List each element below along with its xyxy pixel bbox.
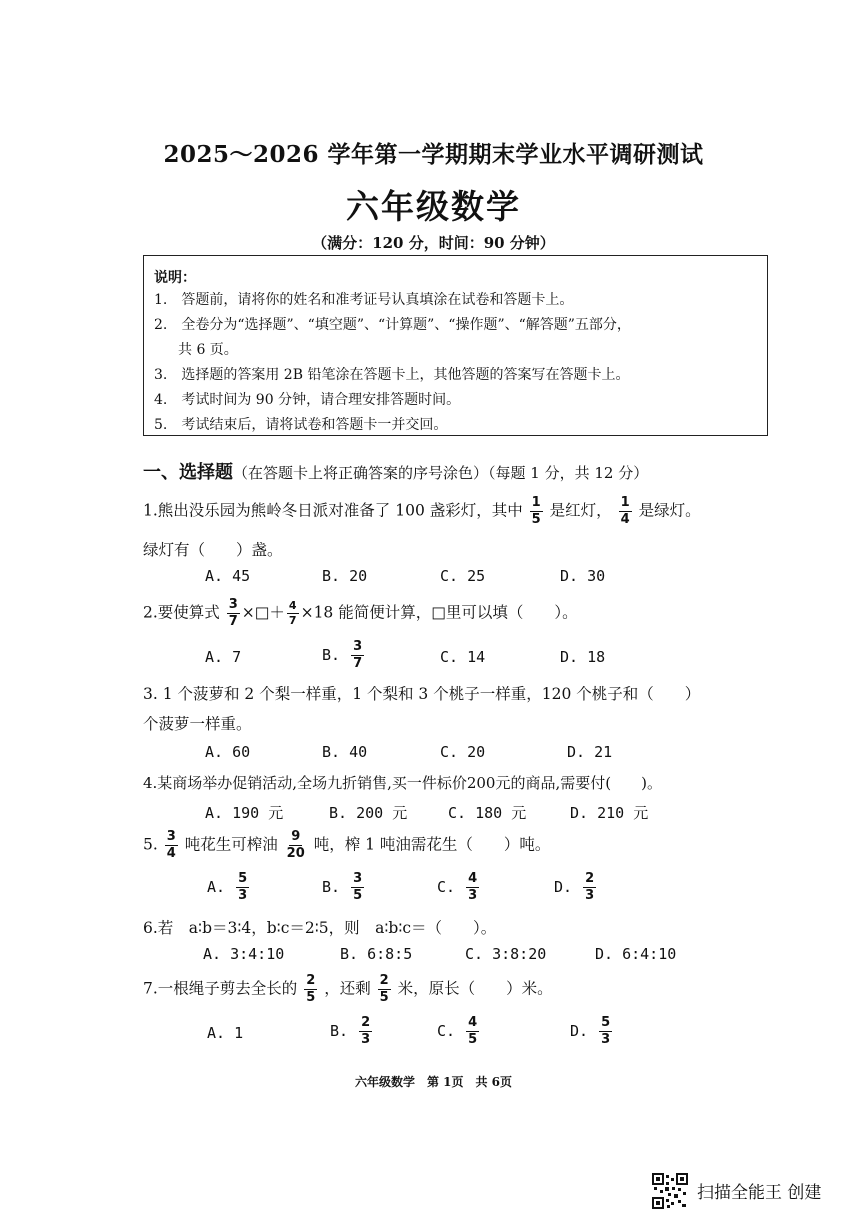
fraction: $\frac{3}{7}$ [228, 597, 238, 629]
q7-option-c: C. $\frac{4}{5}$ [437, 1015, 478, 1047]
q3-option-b: B. 40 [322, 743, 368, 761]
q3-option-a: A. 60 [205, 743, 251, 761]
q5-text: 吨花生可榨油 [184, 835, 278, 854]
q7-option-b: B. $\frac{2}{3}$ [330, 1015, 371, 1047]
q6-option-d: D. 6:4:10 [595, 945, 677, 963]
q5-text: 5. [143, 835, 158, 854]
q2-option-c: C. 14 [440, 648, 486, 666]
q6-option-c: C. 3:8:20 [465, 945, 547, 963]
question-3: 3. 1 个菠萝和 2 个梨一样重，1 个梨和 3 个桃子一样重，120 个桃子和（ ） [143, 685, 701, 703]
question-7 [143, 974, 553, 1005]
section-note: （在答题卡上将正确答案的序号涂色）（每题 1 分，共 12 分） [233, 464, 649, 482]
q6-option-b: B. 6:8:5 [340, 945, 413, 963]
q7-option-a: A. 1 [207, 1024, 244, 1042]
question-1 [143, 496, 701, 527]
q2-text: ×□＋ [241, 603, 285, 622]
fraction: $\frac{9}{20}$ [286, 829, 305, 861]
section-title: 一、选择题 [143, 462, 233, 483]
q5-option-a: A. $\frac{5}{3}$ [207, 871, 248, 903]
fraction: $\frac{4}{5}$ [468, 1015, 478, 1047]
q2-text: ×18 能简便计算，□里可以填（ ）。 [300, 603, 578, 622]
fraction: $\frac{2}{5}$ [306, 973, 316, 1005]
q7-text: 7.一根绳子剪去全长的 [143, 979, 298, 998]
q1-line2: 绿灯有（ ）盏。 [143, 541, 283, 559]
fraction: $\frac{1}{4}$ [620, 495, 630, 527]
q4-option-a: A. 190 元 [205, 804, 284, 822]
q1-option-d: D. 30 [560, 567, 606, 585]
q3-line2: 个菠萝一样重。 [143, 715, 252, 733]
q5-option-b: B. $\frac{3}{5}$ [322, 871, 363, 903]
score-time-info: （满分：120 分，时间：90 分钟） [312, 234, 555, 252]
question-2 [143, 598, 578, 629]
q1-text: 是绿灯。 [638, 501, 701, 520]
instruction-item: 共 6 页。 [178, 342, 238, 358]
q5-option-c: C. $\frac{4}{3}$ [437, 871, 478, 903]
q2-option-d: D. 18 [560, 648, 606, 666]
subject-title: 六年级数学 [346, 187, 521, 226]
exam-title: 2025～2026 学年第一学期期末学业水平调研测试 [163, 141, 704, 168]
section-heading [143, 458, 648, 484]
instructions-box [143, 255, 768, 436]
q6-option-a: A. 3:4:10 [203, 945, 285, 963]
q1-option-b: B. 20 [322, 567, 368, 585]
q1-text: 是红灯， [549, 501, 612, 520]
fraction: $\frac{2}{3}$ [585, 871, 595, 903]
fraction: $\frac{4}{3}$ [468, 871, 478, 903]
fraction: $\frac{5}{3}$ [601, 1015, 611, 1047]
q4-option-b: B. 200 元 [329, 804, 408, 822]
question-5 [143, 830, 550, 861]
instruction-item: 5. 考试结束后，请将试卷和答题卡一并交回。 [154, 417, 448, 433]
q7-text: ，还剩 [324, 979, 371, 998]
fraction: $\frac{3}{7}$ [353, 639, 363, 671]
scanner-watermark: 扫描全能王 创建 [697, 1183, 822, 1203]
fraction: $\frac{2}{5}$ [379, 973, 389, 1005]
q1-option-a: A. 45 [205, 567, 251, 585]
q2-option-b: B. $\frac{3}{7}$ [322, 639, 363, 671]
question-6: 6.若 a∶b＝3∶4，b∶c＝2∶5，则 a∶b∶c＝（ ）。 [143, 919, 497, 937]
q5-option-d: D. $\frac{2}{3}$ [554, 871, 595, 903]
instruction-item: 3. 选择题的答案用 2B 铅笔涂在答题卡上，其他答题的答案写在答题卡上。 [154, 367, 630, 383]
instruction-item: 2. 全卷分为“选择题”、“填空题”、“计算题”、“操作题”、“解答题”五部分， [154, 317, 631, 333]
q7-text: 米，原长（ ）米。 [397, 979, 553, 998]
instructions-heading: 说明： [154, 270, 196, 286]
fraction: $\frac{4}{7}$ [288, 599, 297, 627]
q4-option-d: D. 210 元 [570, 804, 649, 822]
fraction: $\frac{5}{3}$ [238, 871, 248, 903]
q3-option-d: D. 21 [567, 743, 613, 761]
q3-option-c: C. 20 [440, 743, 486, 761]
page-footer: 六年级数学 第 1页 共 6页 [354, 1075, 513, 1089]
q7-option-d: D. $\frac{5}{3}$ [570, 1015, 611, 1047]
fraction: $\frac{1}{5}$ [531, 495, 541, 527]
fraction: $\frac{2}{3}$ [361, 1015, 371, 1047]
fraction: $\frac{3}{4}$ [166, 829, 176, 861]
q4-option-c: C. 180 元 [448, 804, 527, 822]
q1-text: 1.熊出没乐园为熊岭冬日派对准备了 100 盏彩灯，其中 [143, 501, 523, 520]
q2-option-a: A. 7 [205, 648, 242, 666]
q1-option-c: C. 25 [440, 567, 486, 585]
qr-code-icon [652, 1173, 688, 1209]
instruction-item: 1. 答题前，请将你的姓名和准考证号认真填涂在试卷和答题卡上。 [154, 292, 574, 308]
question-4: 4.某商场举办促销活动,全场九折销售,买一件标价200元的商品,需要付( )。 [143, 774, 662, 792]
q5-text: 吨，榨 1 吨油需花生（ ）吨。 [313, 835, 551, 854]
instruction-item: 4. 考试时间为 90 分钟，请合理安排答题时间。 [154, 392, 461, 408]
q2-text: 2.要使算式 [143, 603, 220, 622]
fraction: $\frac{3}{5}$ [353, 871, 363, 903]
